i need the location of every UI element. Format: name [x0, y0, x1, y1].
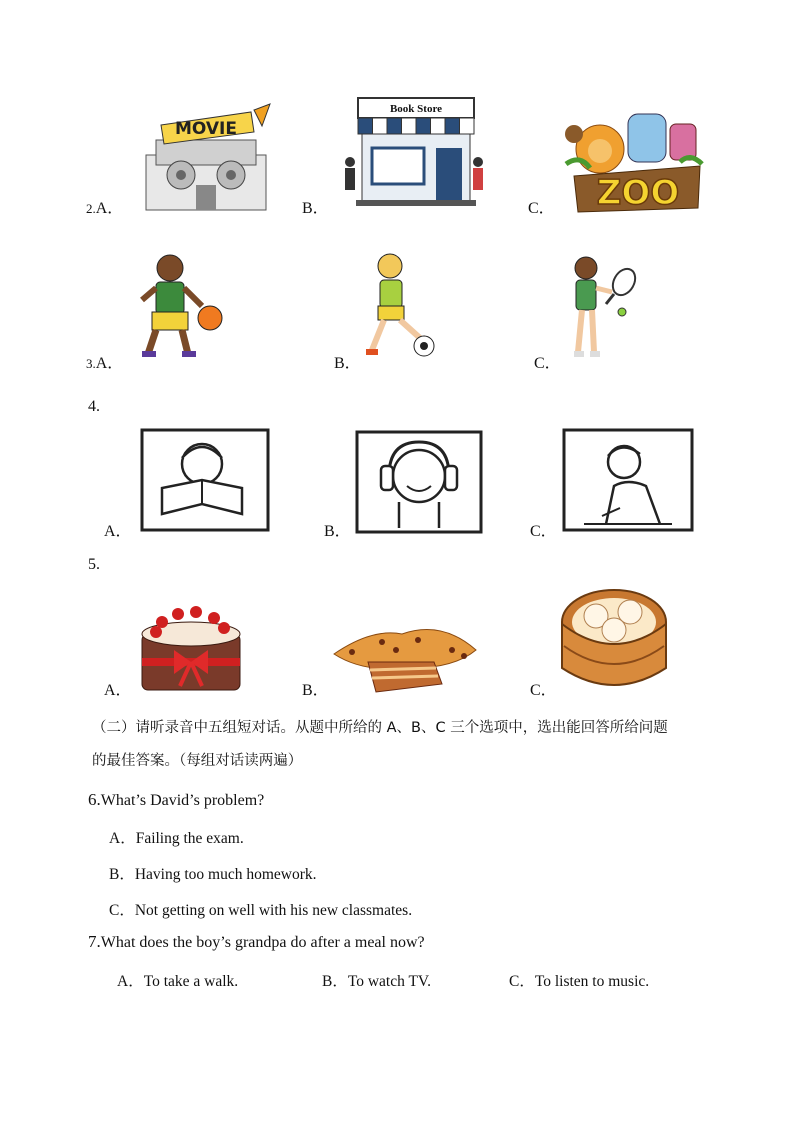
q3-number: 3. [86, 356, 96, 371]
q4-option-a-reading-image [140, 428, 270, 532]
q2-option-a-cinema-image [136, 100, 276, 212]
q4-option-b-music-image [355, 430, 483, 534]
movie-sign-text: MOVIE [174, 119, 238, 139]
q5-option-c-steamed-buns-image [558, 584, 670, 696]
q7-text: What does the boy’s grandpa do after a meal now? [100, 934, 425, 951]
q2-option-b-label: B． [302, 200, 329, 217]
q3-option-a-basketball-image [136, 250, 228, 362]
q4-option-c-writing-image [562, 428, 694, 532]
q5-option-b-cookies-image [332, 620, 478, 694]
q2-option-c-label: C． [528, 200, 555, 217]
q7-option-b: B．To watch TV. [322, 973, 431, 990]
section2-instruction-line1: （二）请听录音中五组短对话。从题中所给的 A、B、C 三个选项中，选出能回答所给问题 [92, 720, 668, 736]
section2-instruction-line2: 的最佳答案。（每组对话读两遍） [92, 753, 303, 769]
q5-option-a-cake-image [138, 598, 244, 694]
q3-option-a-label: A． [95, 355, 124, 372]
q3-option-b-label: B． [334, 355, 361, 372]
q2-option-c-zoo-image [560, 104, 706, 214]
q7-option-c: C．To listen to music. [509, 973, 650, 990]
q6-text: What’s David’s problem? [100, 792, 265, 809]
q4-option-a-label: A． [104, 523, 132, 540]
q5-number: 5. [88, 556, 100, 573]
q5-option-c-label: C． [530, 682, 557, 699]
q3-option-c-tennis-image [564, 252, 644, 362]
q4-option-b-label: B． [324, 523, 351, 540]
q3-option-b-football-image [360, 250, 450, 362]
q7-question [88, 932, 425, 952]
q7-option-a: A．To take a walk. [117, 973, 239, 990]
q3-number-label [86, 355, 123, 373]
q6-question [88, 790, 264, 810]
zoo-sign-text: ZOO [596, 173, 680, 213]
q6-option-b: B．Having too much homework. [109, 866, 317, 883]
q2-number: 2. [86, 201, 96, 216]
q6-option-c: C．Not getting on well with his new classmates. [109, 902, 413, 919]
q2-option-a-label: A． [95, 200, 124, 217]
q6-option-a: A．Failing the exam. [109, 830, 244, 847]
q5-option-a-label: A． [104, 682, 132, 699]
q2-option-b-bookstore-image [336, 96, 486, 214]
q2-number-label [86, 200, 123, 218]
bookstore-sign-text: Book Store [389, 103, 443, 115]
q4-option-c-label: C． [530, 523, 557, 540]
q3-option-c-label: C． [534, 355, 561, 372]
q4-number: 4. [88, 398, 100, 415]
q7-number: 7. [88, 932, 101, 951]
q5-option-b-label: B． [302, 682, 329, 699]
q6-number: 6. [88, 790, 101, 809]
